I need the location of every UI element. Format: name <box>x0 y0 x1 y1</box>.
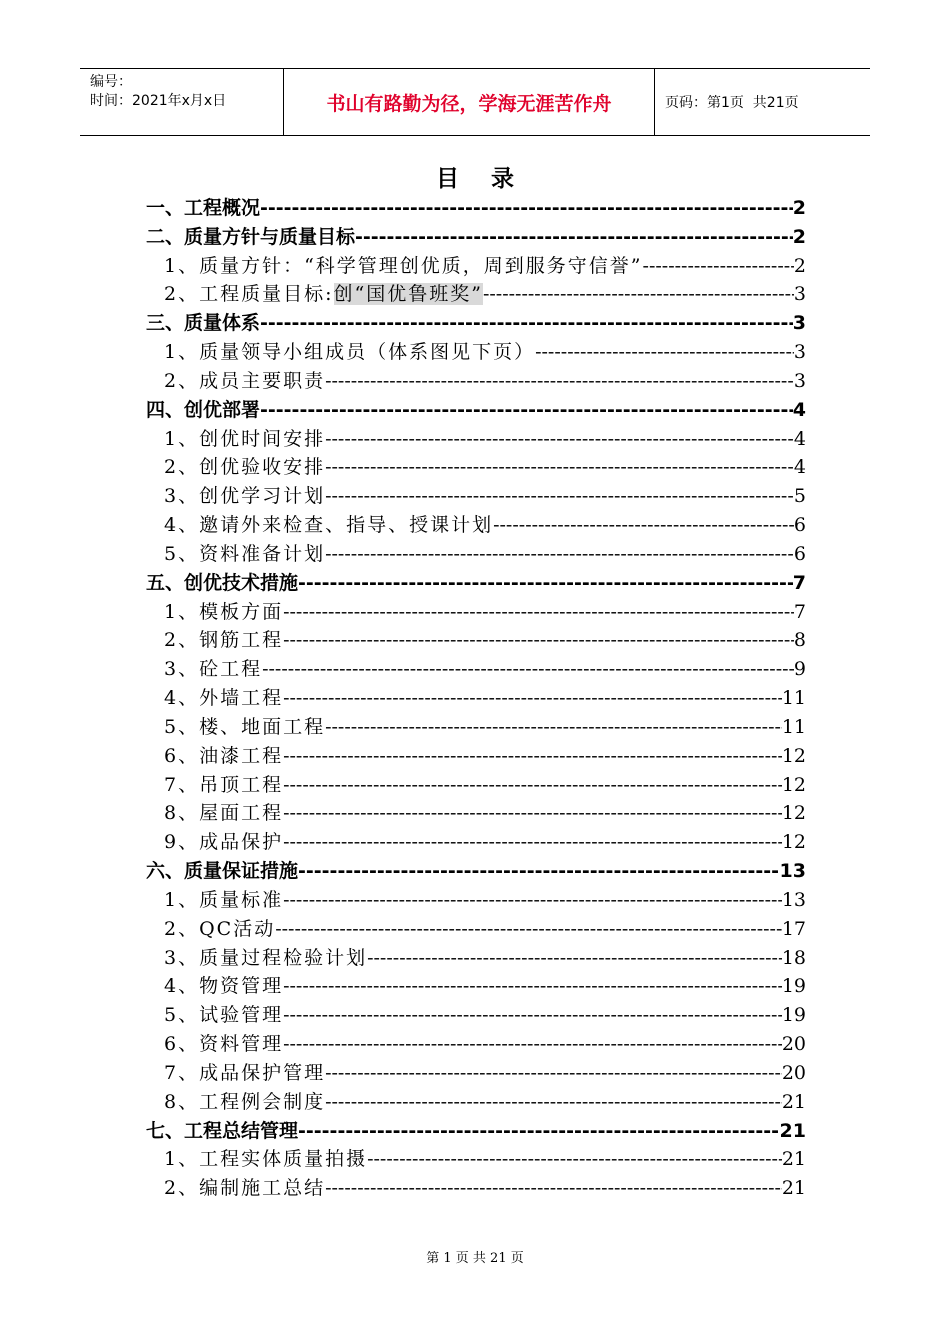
toc-section-entry[interactable] <box>146 338 806 367</box>
toc-entry-highlighted-text: 创“国优鲁班奖” <box>333 283 483 306</box>
page-header <box>80 68 870 136</box>
toc-chapter-entry[interactable] <box>146 1117 806 1146</box>
toc-page-number: 4 <box>792 398 806 421</box>
toc-page-number: 5 <box>793 485 806 508</box>
toc-page-number: 12 <box>781 831 806 854</box>
toc-dash-leader <box>483 280 794 309</box>
toc-page-number: 13 <box>779 860 806 883</box>
toc-chapter-entry[interactable] <box>146 396 806 425</box>
toc-section-entry[interactable] <box>146 540 806 569</box>
toc-chapter-entry[interactable] <box>146 223 806 252</box>
toc-entry-label: 4、物资管理 <box>164 975 284 998</box>
toc-title-text: 目 录 <box>435 166 515 192</box>
toc-page-number: 20 <box>781 1061 806 1084</box>
toc-entry-label: 5、试验管理 <box>164 1004 284 1027</box>
toc-page-number: 2 <box>793 254 806 277</box>
toc-entry-label: 3、创优学习计划 <box>164 485 326 508</box>
toc-entry-label: 1、模板方面 <box>164 600 284 623</box>
toc-section-entry[interactable] <box>146 886 806 915</box>
toc-section-entry[interactable] <box>146 828 806 857</box>
toc-entry-label: 1、质量标准 <box>164 888 284 911</box>
toc-dash-leader <box>283 1001 782 1030</box>
toc-section-entry[interactable] <box>146 1030 806 1059</box>
toc-dash-leader <box>283 799 782 828</box>
toc-section-entry[interactable] <box>146 944 806 973</box>
toc-dash-leader <box>325 1174 782 1203</box>
toc-title <box>0 160 950 193</box>
toc-entry-label: 2、编制施工总结 <box>164 1177 326 1200</box>
toc-page-number: 3 <box>792 312 806 335</box>
toc-dash-leader <box>325 1059 782 1088</box>
toc-entry-label: 3、质量过程检验计划 <box>164 946 368 969</box>
header-page-info <box>655 69 870 135</box>
toc-dash-leader <box>260 194 793 223</box>
toc-entry-label: 2、钢筋工程 <box>164 629 284 652</box>
toc-chapter-entry[interactable] <box>146 309 806 338</box>
toc-page-number: 3 <box>793 341 806 364</box>
toc-section-entry[interactable] <box>146 1088 806 1117</box>
toc-page-number: 9 <box>793 658 806 681</box>
toc-dash-leader <box>298 1117 780 1146</box>
toc-page-number: 7 <box>793 600 806 623</box>
toc-dash-leader <box>283 886 782 915</box>
toc-dash-leader <box>283 771 782 800</box>
toc-entry-label: 7、吊顶工程 <box>164 773 284 796</box>
toc-entry-label-text: 2、工程质量目标: <box>164 283 334 306</box>
toc-dash-leader <box>535 338 794 367</box>
toc-section-entry[interactable] <box>146 1001 806 1030</box>
toc-page-number: 13 <box>781 888 806 911</box>
toc-page-number: 8 <box>793 629 806 652</box>
document-number-label: 编号： <box>90 74 132 90</box>
toc-section-entry[interactable] <box>146 482 806 511</box>
toc-dash-leader <box>283 598 794 627</box>
toc-entry-label <box>164 280 483 309</box>
toc-dash-leader <box>298 569 793 598</box>
toc-entry-label: 4、邀请外来检查、指导、授课计划 <box>164 514 494 537</box>
toc-dash-leader <box>283 742 782 771</box>
toc-entry-label: 2、QC活动 <box>164 917 276 940</box>
toc-dash-leader <box>283 828 782 857</box>
toc-section-entry[interactable] <box>146 453 806 482</box>
toc-page-number: 11 <box>781 715 806 738</box>
toc-dash-leader <box>325 540 794 569</box>
toc-dash-leader <box>367 944 782 973</box>
toc-entry-label: 1、创优时间安排 <box>164 427 326 450</box>
toc-page-number: 3 <box>793 369 806 392</box>
toc-entry-label: 二、质量方针与质量目标 <box>146 225 356 248</box>
toc-entry-label: 6、资料管理 <box>164 1033 284 1056</box>
toc-entry-label: 8、工程例会制度 <box>164 1090 326 1113</box>
toc-page-number: 6 <box>793 542 806 565</box>
toc-chapter-entry[interactable] <box>146 569 806 598</box>
toc-page-number: 19 <box>781 1004 806 1027</box>
toc-page-number: 3 <box>793 283 806 306</box>
toc-section-entry[interactable] <box>146 280 806 309</box>
toc-entry-label: 一、工程概况 <box>146 197 261 219</box>
toc-dash-leader <box>283 972 782 1001</box>
toc-section-entry[interactable] <box>146 511 806 540</box>
toc-entry-label: 3、砼工程 <box>164 658 263 681</box>
toc-section-entry[interactable] <box>146 684 806 713</box>
toc-entry-label: 9、成品保护 <box>164 831 284 854</box>
toc-page-number: 17 <box>781 917 806 940</box>
toc-page-number: 6 <box>793 514 806 537</box>
toc-page-number: 21 <box>781 1148 806 1171</box>
toc-page-number: 12 <box>781 744 806 767</box>
toc-page-number: 4 <box>793 427 806 450</box>
toc-page-number: 21 <box>779 1119 806 1142</box>
toc-page-number: 4 <box>793 456 806 479</box>
toc-page-number: 7 <box>792 571 806 594</box>
toc-dash-leader <box>283 626 794 655</box>
toc-dash-leader <box>283 684 782 713</box>
document-date: 时间：2021年x月x日 <box>90 93 227 109</box>
toc-section-entry[interactable] <box>146 425 806 454</box>
toc-section-entry[interactable] <box>146 626 806 655</box>
toc-section-entry[interactable] <box>146 771 806 800</box>
toc-dash-leader <box>325 425 794 454</box>
toc-page-number: 19 <box>781 975 806 998</box>
toc-section-entry[interactable] <box>146 915 806 944</box>
toc-dash-leader <box>325 482 794 511</box>
toc-section-entry[interactable] <box>146 598 806 627</box>
header-meta <box>80 69 283 135</box>
toc-entry-label: 1、工程实体质量拍摄 <box>164 1148 368 1171</box>
toc-entry-label: 七、工程总结管理 <box>146 1119 299 1142</box>
header-motto: 书山有路勤为径，学海无涯苦作舟 <box>283 69 655 135</box>
toc-page-number: 18 <box>781 946 806 969</box>
toc-dash-leader <box>260 309 793 338</box>
toc-entry-label: 四、创优部署 <box>146 398 261 421</box>
page-footer: 第 1 页 共 21 页 <box>426 1251 524 1266</box>
toc-entry-label: 6、油漆工程 <box>164 744 284 767</box>
toc-page-number: 11 <box>781 687 806 710</box>
toc-dash-leader <box>355 223 793 252</box>
toc-dash-leader <box>260 396 793 425</box>
toc-entry-label: 五、创优技术措施 <box>146 571 299 594</box>
toc-section-entry[interactable] <box>146 367 806 396</box>
toc-dash-leader <box>325 453 794 482</box>
toc-section-entry[interactable] <box>146 972 806 1001</box>
toc-entry-label: 5、资料准备计划 <box>164 542 326 565</box>
toc-entry-label: 5、楼、地面工程 <box>164 715 326 738</box>
toc-section-entry[interactable] <box>146 1174 806 1203</box>
toc-page-number: 12 <box>781 773 806 796</box>
toc-entry-label: 4、外墙工程 <box>164 687 284 710</box>
toc-dash-leader <box>325 367 794 396</box>
toc-dash-leader <box>283 1030 782 1059</box>
toc-dash-leader <box>493 511 794 540</box>
toc-dash-leader <box>275 915 782 944</box>
toc-dash-leader <box>325 713 782 742</box>
toc-section-entry[interactable] <box>146 799 806 828</box>
toc-entry-label: 三、质量体系 <box>146 312 261 335</box>
toc-page-number: 21 <box>781 1177 806 1200</box>
toc-dash-leader <box>298 857 780 886</box>
toc-section-entry[interactable] <box>146 1059 806 1088</box>
toc-page-number: 20 <box>781 1033 806 1056</box>
toc-page-number: 2 <box>792 225 806 248</box>
toc-section-entry[interactable] <box>146 742 806 771</box>
toc-section-entry[interactable] <box>146 713 806 742</box>
page-info-text: 页码：第1页 共21页 <box>665 95 799 111</box>
toc-section-entry[interactable] <box>146 252 806 281</box>
toc-dash-leader <box>367 1145 782 1174</box>
toc-chapter-entry[interactable] <box>146 194 806 223</box>
toc-section-entry[interactable] <box>146 655 806 684</box>
toc-page-number: 12 <box>781 802 806 825</box>
toc-chapter-entry[interactable] <box>146 857 806 886</box>
toc-dash-leader <box>262 655 794 684</box>
toc-entry-label: 2、创优验收安排 <box>164 456 326 479</box>
toc-entry-label: 8、屋面工程 <box>164 802 284 825</box>
toc-entry-label: 1、质量领导小组成员（体系图见下页） <box>164 341 536 364</box>
toc-section-entry[interactable] <box>146 1145 806 1174</box>
toc-entry-label: 1、质量方针：“科学管理创优质，周到服务守信誉” <box>164 254 643 277</box>
toc-entry-label: 7、成品保护管理 <box>164 1061 326 1084</box>
table-of-contents <box>146 194 806 1203</box>
toc-dash-leader <box>325 1088 782 1117</box>
toc-page-number: 21 <box>781 1090 806 1113</box>
toc-entry-label: 2、成员主要职责 <box>164 369 326 392</box>
toc-entry-label: 六、质量保证措施 <box>146 860 299 883</box>
toc-dash-leader <box>643 252 794 281</box>
toc-page-number: 2 <box>792 197 806 219</box>
